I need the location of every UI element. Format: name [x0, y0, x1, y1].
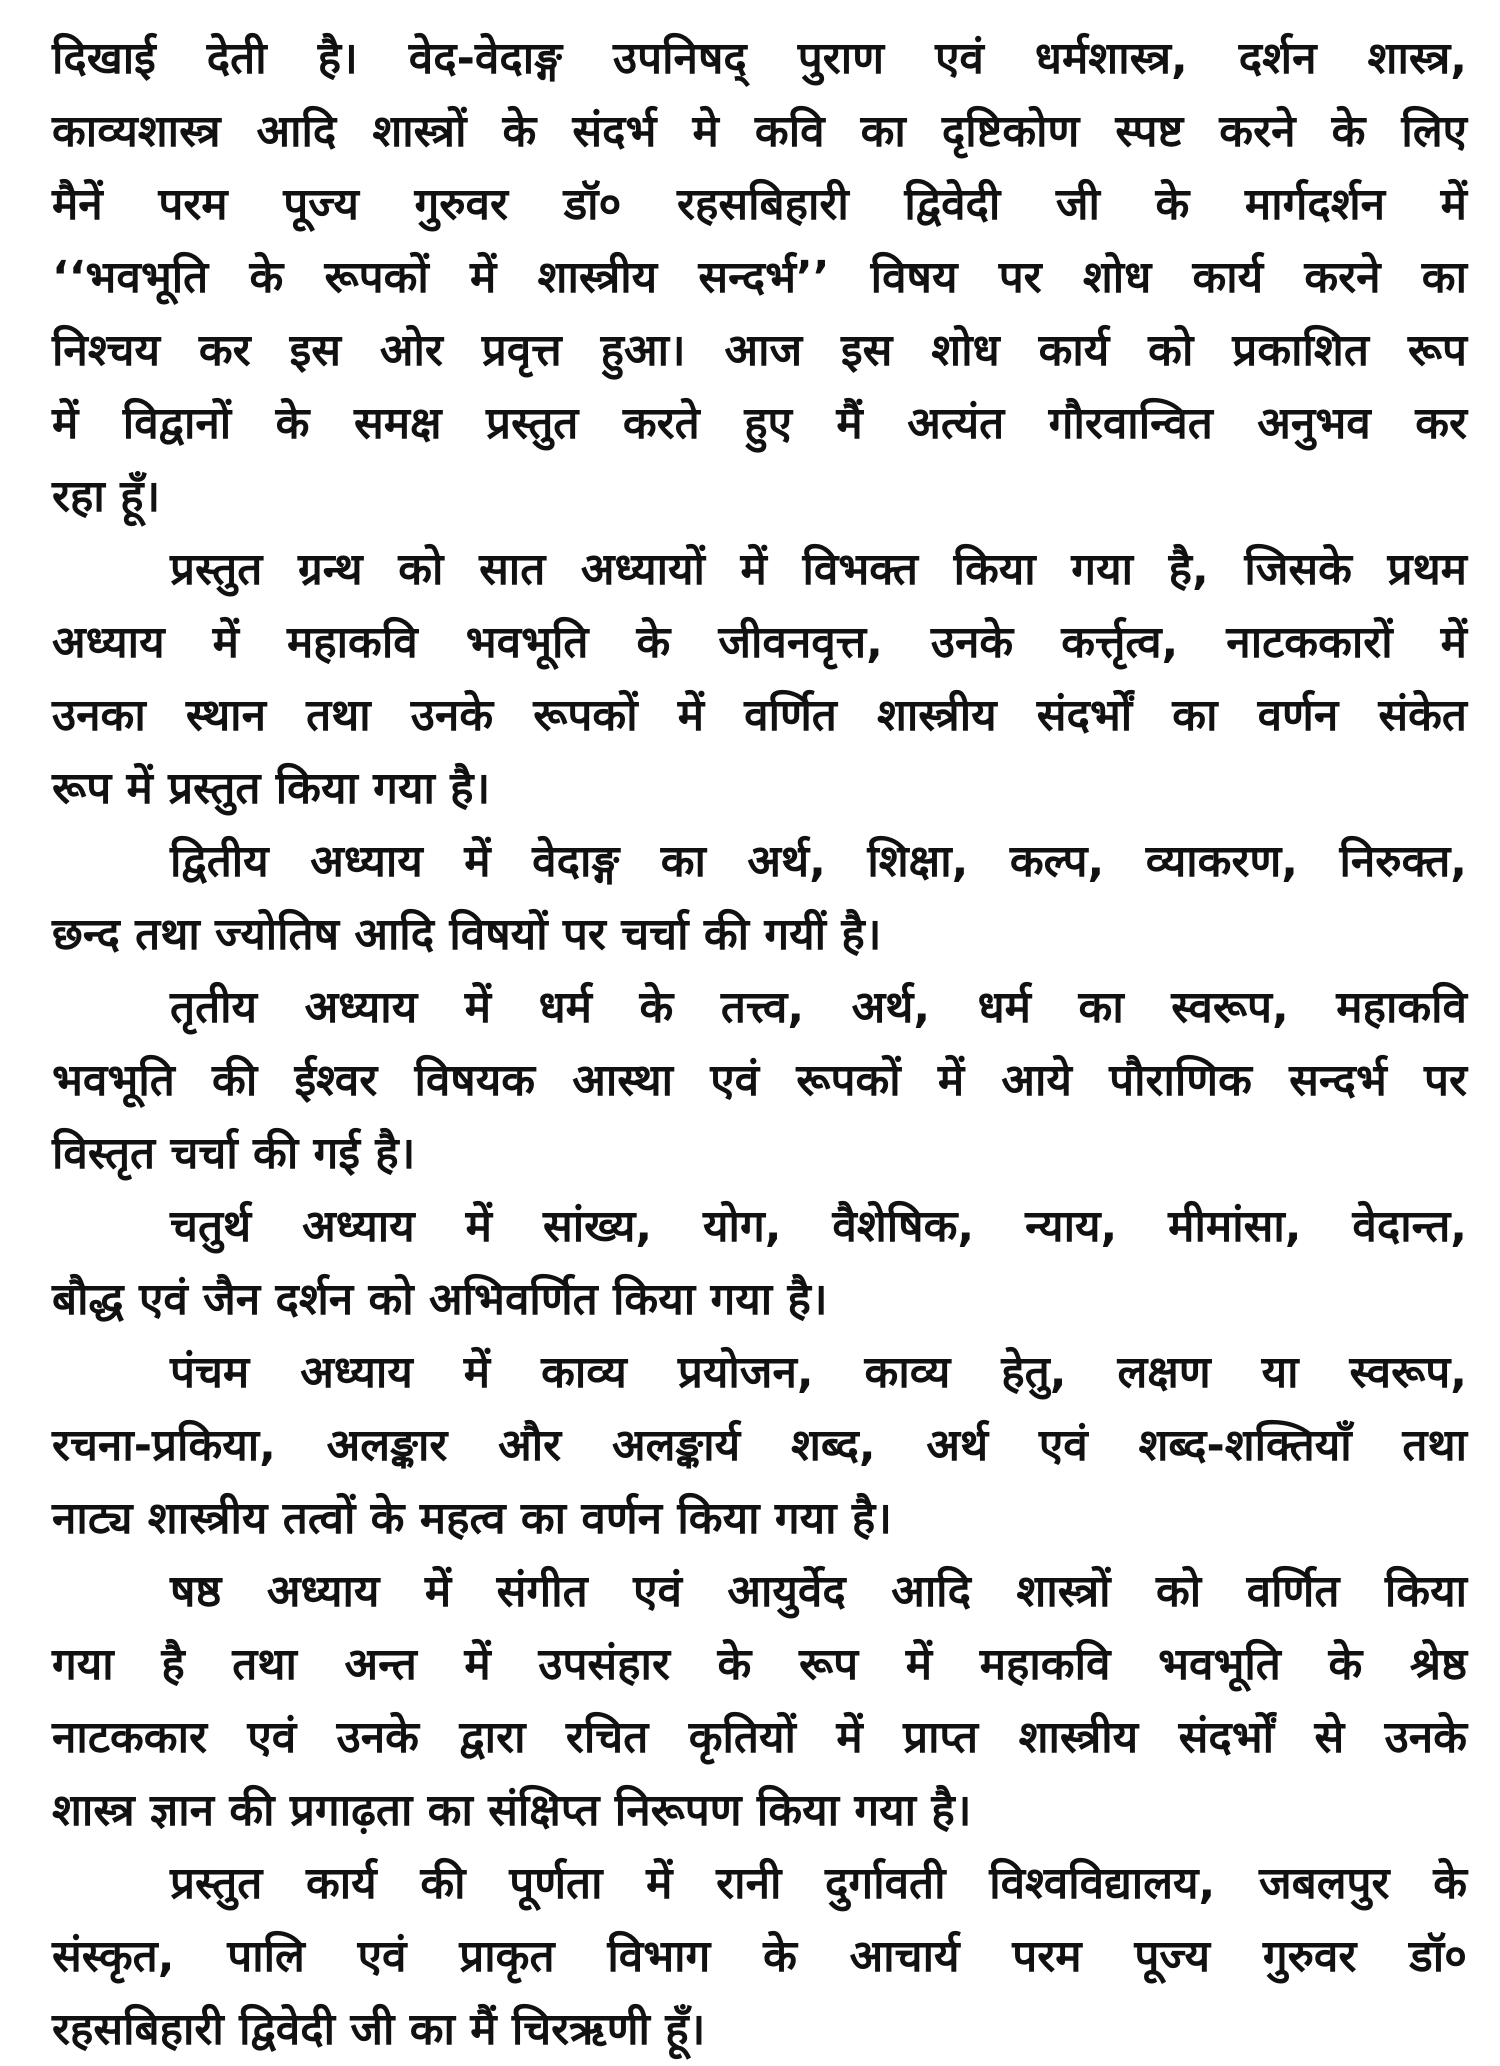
- paragraph-first-line: प्रस्तुत ग्रन्थ को सात अध्यायों में विभक्त किया गया है, जिसके प्रथम: [170, 544, 1467, 595]
- text-line: रूप में प्रस्तुत किया गया है।: [52, 763, 491, 814]
- text-line: में विद्वानों के समक्ष प्रस्तुत करते हुए मैं अत्यंत गौरवान्वित अनुभव कर: [52, 398, 1467, 449]
- text-line: रहसबिहारी द्विवेदी जी का मैं चिरऋणी हूँ।: [52, 2004, 706, 2055]
- text-line: छन्द तथा ज्योतिष आदि विषयों पर चर्चा की गयीं है।: [52, 909, 882, 960]
- text-line: संस्कृत, पालि एवं प्राकृत विभाग के आचार्य परम पूज्य गुरुवर डॉ०: [52, 1931, 1467, 1982]
- text-line: बौद्ध एवं जैन दर्शन को अभिवर्णित किया गया है।: [52, 1274, 828, 1325]
- text-line: काव्यशास्त्र आदि शास्त्रों के संदर्भ मे कवि का दृष्टिकोण स्पष्ट करने के लिए: [52, 106, 1467, 157]
- paragraph-first-line: तृतीय अध्याय में धर्म के तत्त्व, अर्थ, धर्म का स्वरूप, महाकवि: [170, 982, 1467, 1033]
- text-line: उनका स्थान तथा उनके रूपकों में वर्णित शास्त्रीय संदर्भों का वर्णन संकेत: [52, 690, 1467, 741]
- text-line: विस्तृत चर्चा की गई है।: [52, 1128, 416, 1179]
- text-line: रचना-प्रकिया, अलङ्कार और अलङ्कार्य शब्द, अर्थ एवं शब्द-शक्तियाँ तथा: [52, 1420, 1467, 1471]
- text-line: गया है तथा अन्त में उपसंहार के रूप में महाकवि भवभूति के श्रेष्ठ: [52, 1639, 1467, 1690]
- text-line: नाटककार एवं उनके द्वारा रचित कृतियों में प्राप्त शास्त्रीय संदर्भों से उनके: [52, 1712, 1467, 1763]
- document-page: [52, 22, 1468, 2055]
- text-line: रहा हूँ।: [52, 471, 161, 522]
- paragraph-first-line: चतुर्थ अध्याय में सांख्य, योग, वैशेषिक, न्याय, मीमांसा, वेदान्त,: [170, 1201, 1467, 1252]
- paragraph-first-line: प्रस्तुत कार्य की पूर्णता में रानी दुर्गावती विश्वविद्यालय, जबलपुर के: [170, 1858, 1467, 1909]
- text-line: नाट्य शास्त्रीय तत्वों के महत्व का वर्णन किया गया है।: [52, 1493, 892, 1544]
- paragraph-first-line: पंचम अध्याय में काव्य प्रयोजन, काव्य हेतु, लक्षण या स्वरूप,: [170, 1347, 1467, 1398]
- text-line: निश्चय कर इस ओर प्रवृत्त हुआ। आज इस शोध कार्य को प्रकाशित रूप: [52, 325, 1467, 376]
- text-line: मैनें परम पूज्य गुरुवर डॉ० रहसबिहारी द्विवेदी जी के मार्गदर्शन में: [52, 179, 1467, 230]
- paragraph-first-line: द्वितीय अध्याय में वेदाङ्ग का अर्थ, शिक्षा, कल्प, व्याकरण, निरुक्त,: [170, 836, 1467, 887]
- text-line: दिखाई देती है। वेद-वेदाङ्ग उपनिषद् पुराण एवं धर्मशास्त्र, दर्शन शास्त्र,: [52, 33, 1467, 84]
- text-line: भवभूति की ईश्वर विषयक आस्था एवं रूपकों में आये पौराणिक सन्दर्भ पर: [52, 1055, 1467, 1106]
- text-line: ‘‘भवभूति के रूपकों में शास्त्रीय सन्दर्भ’’ विषय पर शोध कार्य करने का: [52, 252, 1468, 303]
- text-line: अध्याय में महाकवि भवभूति के जीवनवृत्त, उनके कर्त्तृत्व, नाटककारों में: [52, 617, 1467, 668]
- text-line: शास्त्र ज्ञान की प्रगाढ़ता का संक्षिप्त निरूपण किया गया है।: [52, 1785, 972, 1836]
- paragraph-first-line: षष्ठ अध्याय में संगीत एवं आयुर्वेद आदि शास्त्रों को वर्णित किया: [170, 1566, 1467, 1617]
